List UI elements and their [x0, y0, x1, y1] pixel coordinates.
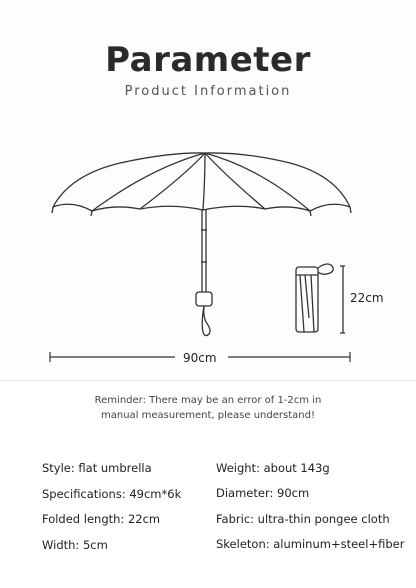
spec-skeleton: Skeleton: aluminum+steel+fiber	[216, 537, 405, 551]
open-width-label: 90cm	[183, 351, 217, 365]
spec-folded-length: Folded length: 22cm	[42, 512, 161, 526]
section-divider	[0, 380, 416, 381]
folded-height-label: 22cm	[350, 291, 384, 305]
folded-umbrella-icon	[296, 264, 345, 333]
spec-weight: Weight: about 143g	[216, 461, 330, 475]
spec-fabric: Fabric: ultra-thin pongee cloth	[216, 512, 390, 526]
reminder-note	[0, 393, 416, 423]
spec-style: Style: flat umbrella	[42, 461, 152, 475]
page-subtitle: Product Information	[124, 84, 292, 99]
reminder-line-1: Reminder: There may be an error of 1-2cm in	[94, 395, 322, 406]
spec-diameter: Diameter: 90cm	[216, 486, 310, 500]
spec-width: Width: 5cm	[42, 538, 108, 552]
open-umbrella-icon	[52, 153, 351, 336]
page-title: Parameter	[105, 40, 311, 80]
spec-specifications: Specifications: 49cm*6k	[42, 487, 182, 501]
reminder-line-2: manual measurement, please understand!	[101, 410, 315, 421]
